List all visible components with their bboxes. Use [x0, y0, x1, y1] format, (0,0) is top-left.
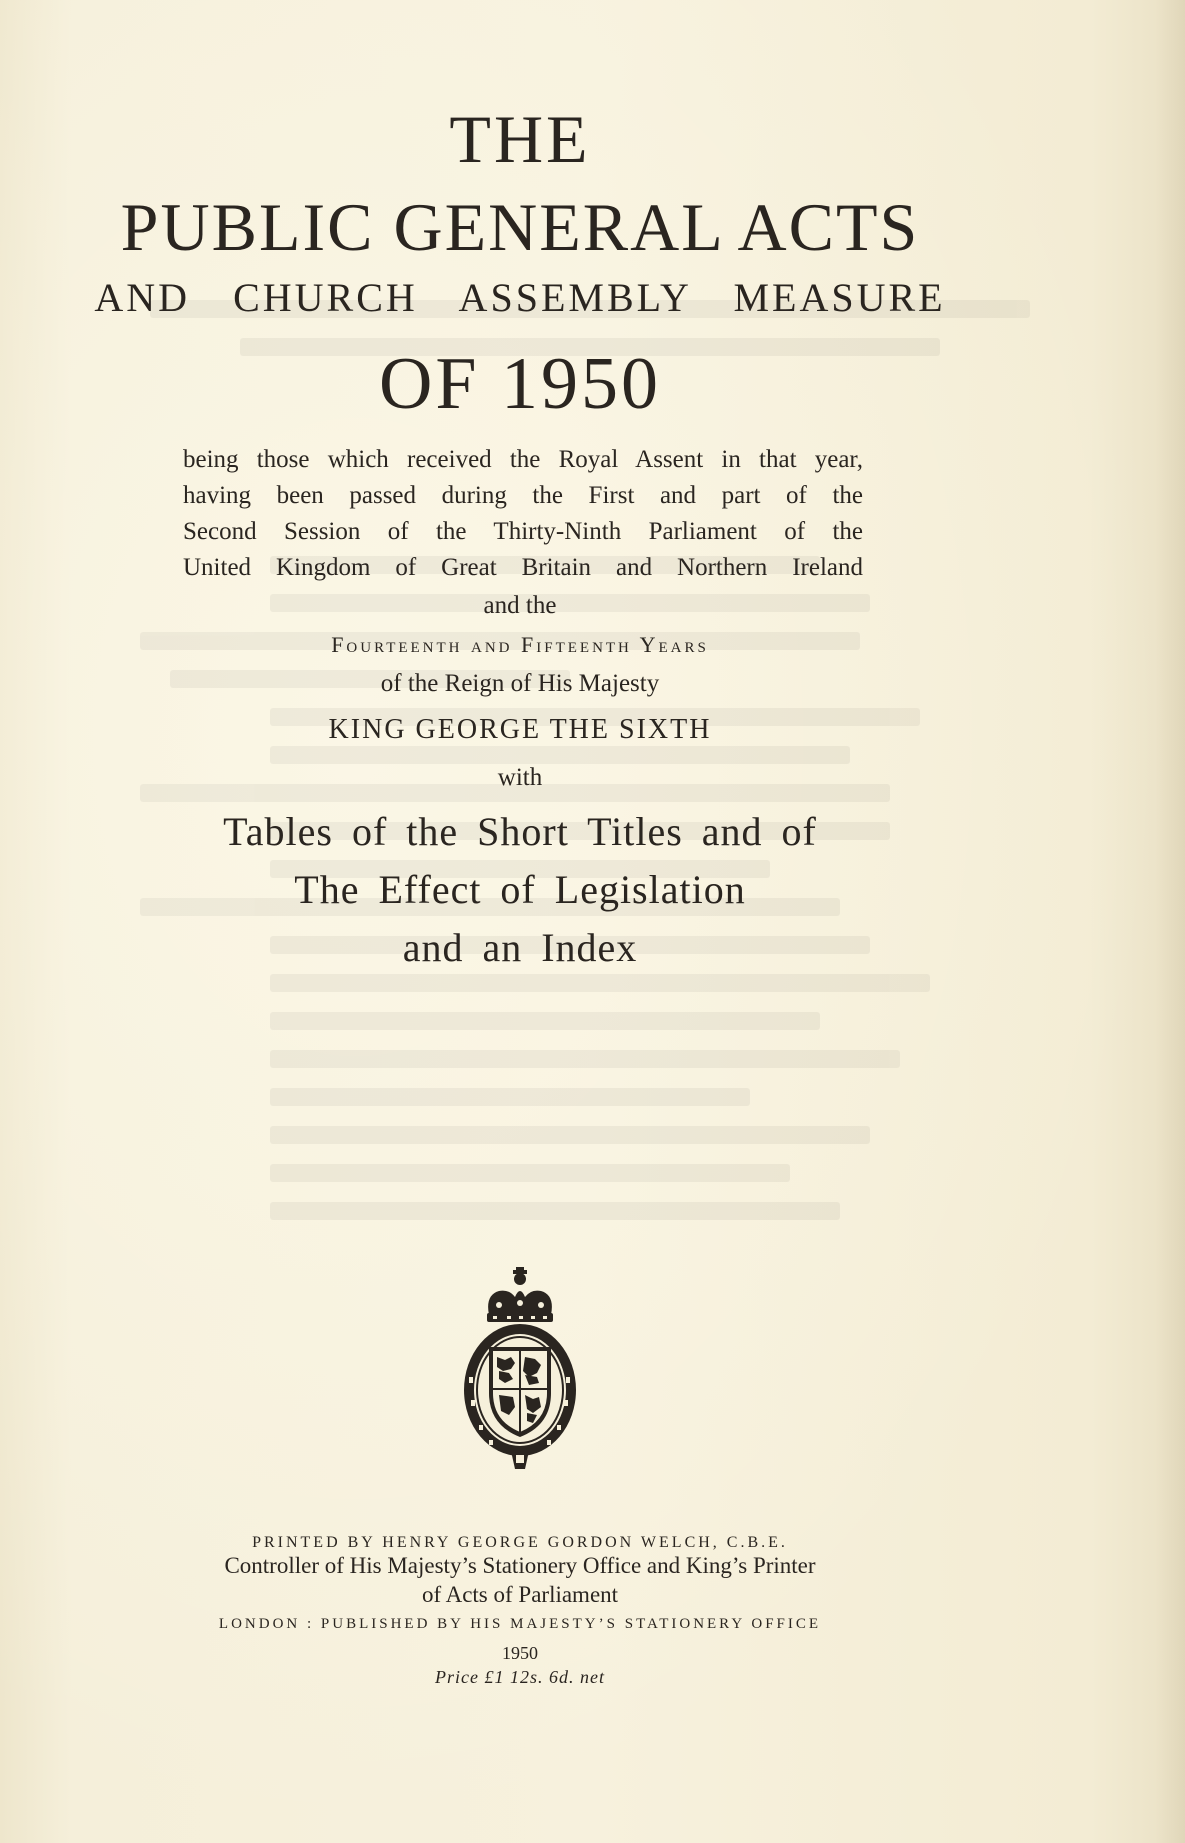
description-paragraph	[183, 442, 863, 586]
printed-by-line: PRINTED BY HENRY GEORGE GORDON WELCH, C.B.E.	[252, 1534, 788, 1551]
title-public-general-acts: PUBLIC GENERAL ACTS	[120, 189, 920, 265]
royal-coat-of-arms-icon	[459, 1265, 581, 1470]
reign-text: of the Reign of His Majesty	[380, 670, 660, 697]
page-fold-shadow	[1155, 0, 1185, 1843]
controller-line-2: of Acts of Parliament	[421, 1582, 619, 1607]
publisher-line: LONDON : PUBLISHED BY HIS MAJESTY’S STATIONERY OFFICE	[218, 1616, 822, 1632]
description-line: being those which received the Royal Assent in that year,	[183, 446, 863, 473]
description-line: Second Session of the Thirty-Ninth Parliament of the	[183, 518, 863, 545]
tables-line-2: The Effect of Legislation	[294, 867, 746, 912]
and-the-text: and the	[483, 592, 557, 619]
king-name: KING GEORGE THE SIXTH	[328, 714, 712, 745]
description-line: having been passed during the First and part of the	[183, 482, 863, 509]
price-line: Price £1 12s. 6d. net	[435, 1667, 605, 1687]
description-line: United Kingdom of Great Britain and Northern Ireland	[183, 554, 863, 581]
tables-line-3: and an Index	[402, 925, 638, 970]
title-the: THE	[449, 101, 591, 177]
regnal-years: Fourteenth and Fifteenth Years	[331, 632, 709, 657]
tables-line-1: Tables of the Short Titles and of	[223, 809, 817, 854]
title-church-assembly-measure: AND CHURCH ASSEMBLY MEASURE	[94, 275, 946, 320]
publication-year: 1950	[502, 1643, 538, 1663]
with-text: with	[497, 764, 543, 791]
title-year: OF 1950	[378, 343, 662, 425]
controller-line-1: Controller of His Majesty’s Stationery Office and King’s Printer	[224, 1553, 816, 1578]
